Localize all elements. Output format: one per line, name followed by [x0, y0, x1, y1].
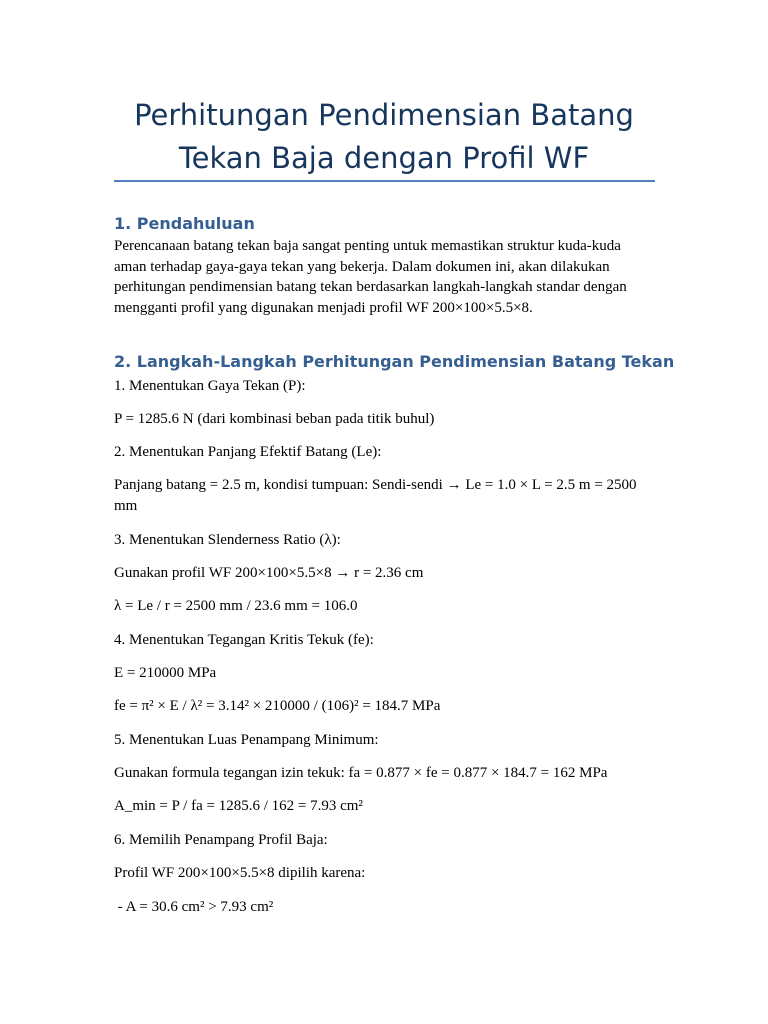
section-heading-introduction: 1. Pendahuluan	[114, 214, 255, 233]
title-underline	[114, 180, 655, 182]
document-title	[114, 94, 654, 180]
step-line: 4. Menentukan Tegangan Kritis Tekuk (fe):	[114, 632, 374, 648]
step-line: Gunakan formula tegangan izin tekuk: fa = 0.877 × fe = 0.877 × 184.7 = 162 MPa	[114, 765, 608, 781]
step-line: fe = π² × E / λ² = 3.14² × 210000 / (106)² = 184.7 MPa	[114, 698, 441, 714]
step-line: λ = Le / r = 2500 mm / 23.6 mm = 106.0	[114, 598, 358, 614]
step-line: 6. Memilih Penampang Profil Baja:	[114, 832, 328, 848]
step-line: E = 210000 MPa	[114, 665, 217, 681]
step-line: 2. Menentukan Panjang Efektif Batang (Le):	[114, 444, 382, 460]
step-line: - A = 30.6 cm² > 7.93 cm²	[114, 899, 274, 915]
step-line: Profil WF 200×100×5.5×8 dipilih karena:	[114, 865, 366, 881]
step-line: A_min = P / fa = 1285.6 / 162 = 7.93 cm²	[114, 798, 363, 814]
step-line: 1. Menentukan Gaya Tekan (P):	[114, 378, 306, 394]
step-line: 5. Menentukan Luas Penampang Minimum:	[114, 732, 379, 748]
step-line: P = 1285.6 N (dari kombinasi beban pada titik buhul)	[114, 411, 435, 427]
title-line-1: Perhitungan Pendimensian Batang	[134, 98, 634, 132]
step-line: Panjang batang = 2.5 m, kondisi tumpuan: Sendi-sendi → Le = 1.0 × L = 2.5 m = 2500 mm	[114, 477, 641, 514]
title-line-2: Tekan Baja dengan Profil WF	[178, 141, 590, 175]
step-line: Gunakan profil WF 200×100×5.5×8 → r = 2.36 cm	[114, 565, 424, 581]
step-line: 3. Menentukan Slenderness Ratio (λ):	[114, 532, 341, 548]
section-heading-steps: 2. Langkah-Langkah Perhitungan Pendimensian Batang Tekan	[114, 352, 675, 371]
introduction-paragraph: Perencanaan batang tekan baja sangat penting untuk memastikan struktur kuda-kuda aman terhadap gaya-gaya tekan yang bekerja. Dalam dokumen ini, akan dilakukan perhitungan pendimensian batang tekan berdasarkan langkah-langkah standar dengan mengganti profil yang digunakan menjadi profil WF 200×100×5.5×8.	[114, 238, 627, 316]
